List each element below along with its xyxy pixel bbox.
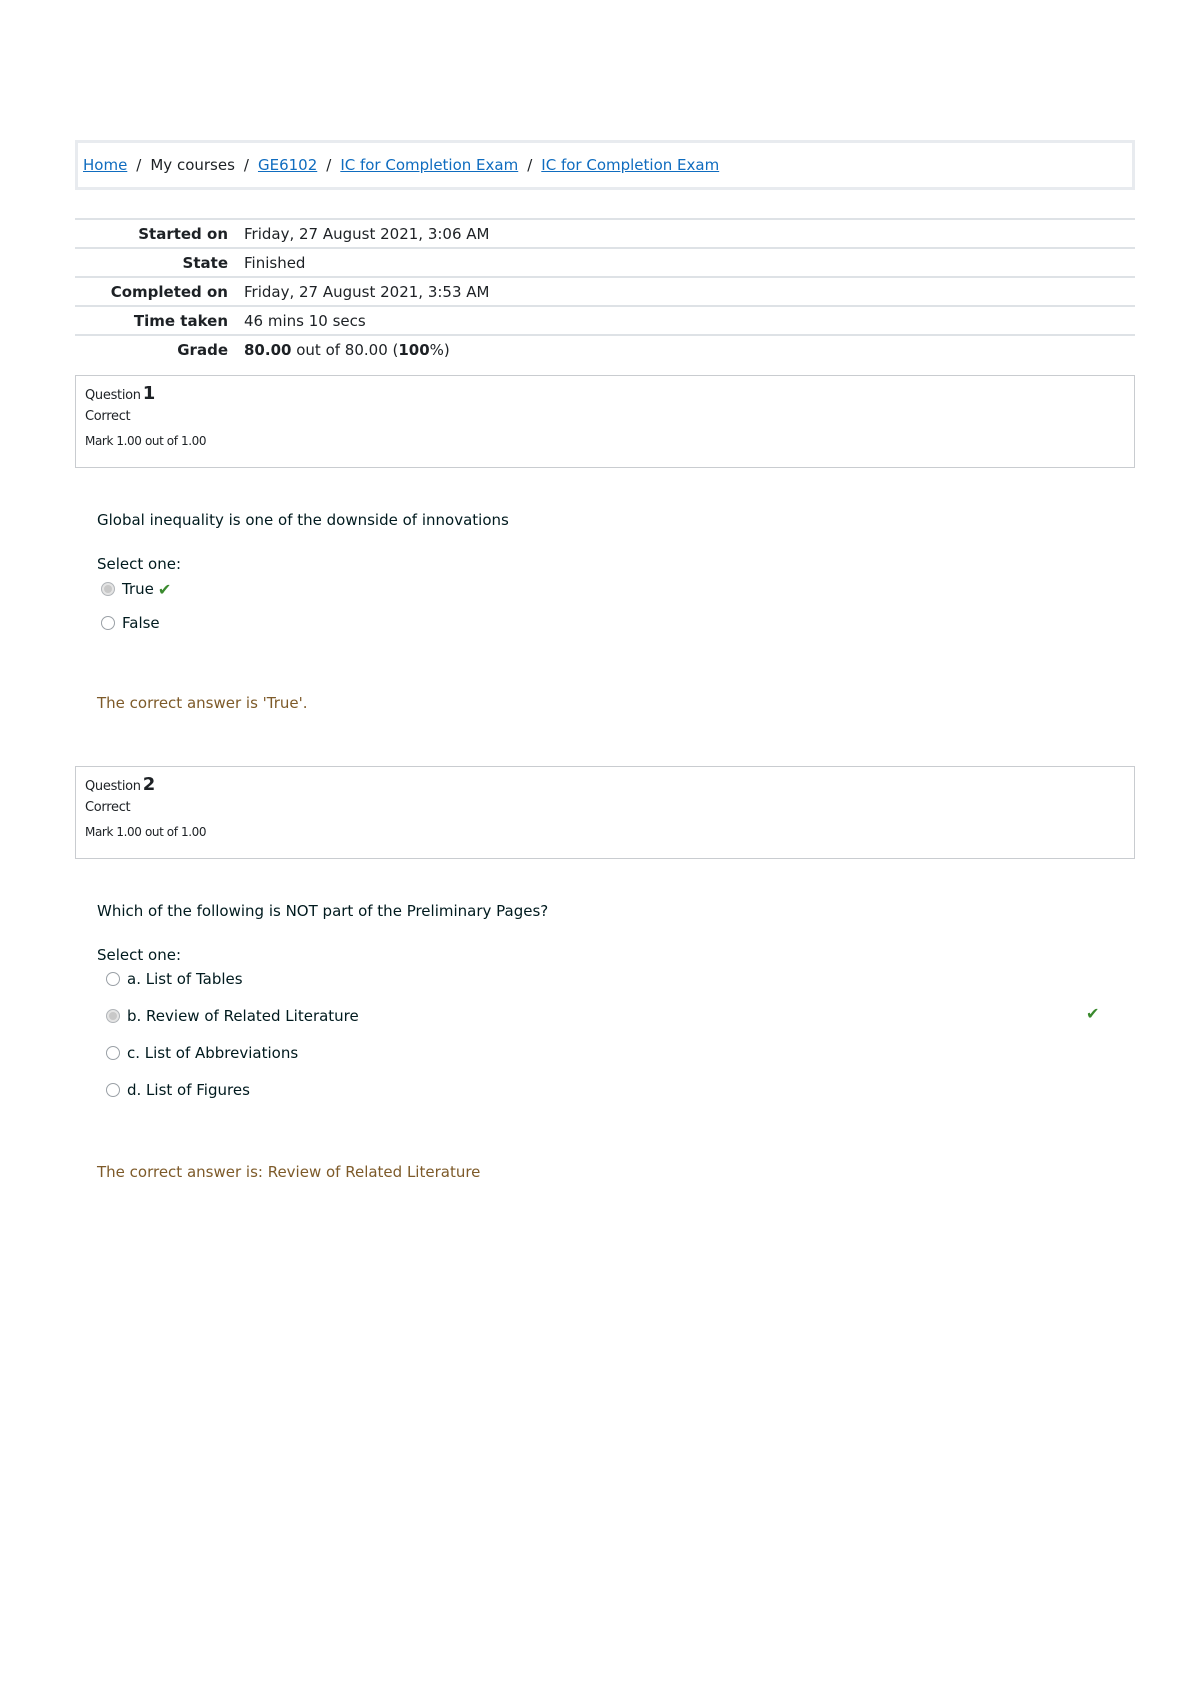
correct-check-icon: ✔ [1086, 1004, 1100, 1023]
grade-value [236, 335, 1135, 363]
answer-option-a[interactable] [106, 969, 1135, 989]
attempt-summary-table [75, 218, 1135, 363]
answer-options [106, 969, 1135, 1100]
question-label: Question [85, 779, 141, 794]
summary-row-time [75, 306, 1135, 335]
breadcrumb-separator: / [527, 156, 533, 174]
radio-button[interactable] [101, 616, 115, 630]
answer-option-label: b. Review of Related Literature [127, 1007, 359, 1025]
question-text: Global inequality is one of the downside of innovations [97, 511, 509, 529]
summary-row-completed [75, 277, 1135, 306]
breadcrumb [75, 140, 1135, 190]
answer-option-label: False [122, 614, 160, 632]
answer-option-b[interactable] [106, 1006, 1135, 1026]
state-value: Finished [244, 253, 306, 272]
question-state: Correct [85, 409, 131, 424]
breadcrumb-section-link[interactable]: IC for Completion Exam [340, 156, 519, 174]
question-number [85, 775, 1125, 797]
question-info-box [75, 375, 1135, 468]
correct-check-icon: ✔ [157, 579, 172, 599]
started-on-label: Started on [138, 224, 228, 243]
answer-option-d[interactable] [106, 1080, 1135, 1100]
answer-option-label: a. List of Tables [127, 970, 243, 988]
right-answer-feedback: The correct answer is 'True'. [97, 694, 308, 712]
question-number-value: 2 [142, 774, 155, 795]
state-label: State [182, 253, 228, 272]
right-answer-feedback: The correct answer is: Review of Related Literature [97, 1163, 481, 1181]
completed-on-label: Completed on [110, 282, 228, 301]
completed-on-value: Friday, 27 August 2021, 3:53 AM [244, 282, 490, 301]
breadcrumb-separator: / [136, 156, 142, 174]
answer-option-c[interactable] [106, 1043, 1135, 1063]
summary-row-state [75, 248, 1135, 277]
breadcrumb-my-courses: My courses [150, 156, 235, 174]
answer-option-label: d. List of Figures [127, 1081, 250, 1099]
breadcrumb-home-link[interactable]: Home [83, 156, 128, 174]
breadcrumb-quiz-link[interactable]: IC for Completion Exam [541, 156, 720, 174]
radio-button-selected[interactable] [101, 582, 115, 596]
question-number [85, 384, 1125, 406]
question-text: Which of the following is NOT part of the Preliminary Pages? [97, 902, 549, 920]
time-taken-label: Time taken [133, 311, 228, 330]
time-taken-value: 46 mins 10 secs [244, 311, 366, 330]
answer-option-true[interactable] [101, 579, 1135, 599]
answer-option-label: True [122, 580, 154, 598]
answer-options [101, 579, 1135, 633]
breadcrumb-course-link[interactable]: GE6102 [257, 156, 318, 174]
grade-label: Grade [177, 340, 228, 359]
grade-percent: 100 [398, 340, 430, 359]
started-on-value: Friday, 27 August 2021, 3:06 AM [244, 224, 490, 243]
grade-out-of: out of 80.00 ( [296, 340, 399, 359]
breadcrumb-separator: / [243, 156, 249, 174]
answer-option-false[interactable] [101, 613, 1135, 633]
select-one-prompt: Select one: [97, 555, 182, 573]
summary-row-grade [75, 335, 1135, 363]
question-number-value: 1 [142, 383, 155, 404]
breadcrumb-separator: / [326, 156, 332, 174]
radio-button[interactable] [106, 1083, 120, 1097]
answer-option-label: c. List of Abbreviations [127, 1044, 299, 1062]
question-info-box [75, 766, 1135, 859]
grade-suffix: %) [429, 340, 450, 359]
radio-button[interactable] [106, 972, 120, 986]
select-one-prompt: Select one: [97, 946, 182, 964]
question-mark: Mark 1.00 out of 1.00 [85, 825, 207, 839]
question-mark: Mark 1.00 out of 1.00 [85, 434, 207, 448]
question-2 [75, 766, 1135, 1181]
question-state: Correct [85, 800, 131, 815]
radio-button-selected[interactable] [106, 1009, 120, 1023]
radio-button[interactable] [106, 1046, 120, 1060]
quiz-review-page [75, 140, 1135, 1181]
question-1 [75, 375, 1135, 712]
question-label: Question [85, 388, 141, 403]
grade-score: 80.00 [244, 340, 292, 359]
summary-row-started [75, 219, 1135, 248]
